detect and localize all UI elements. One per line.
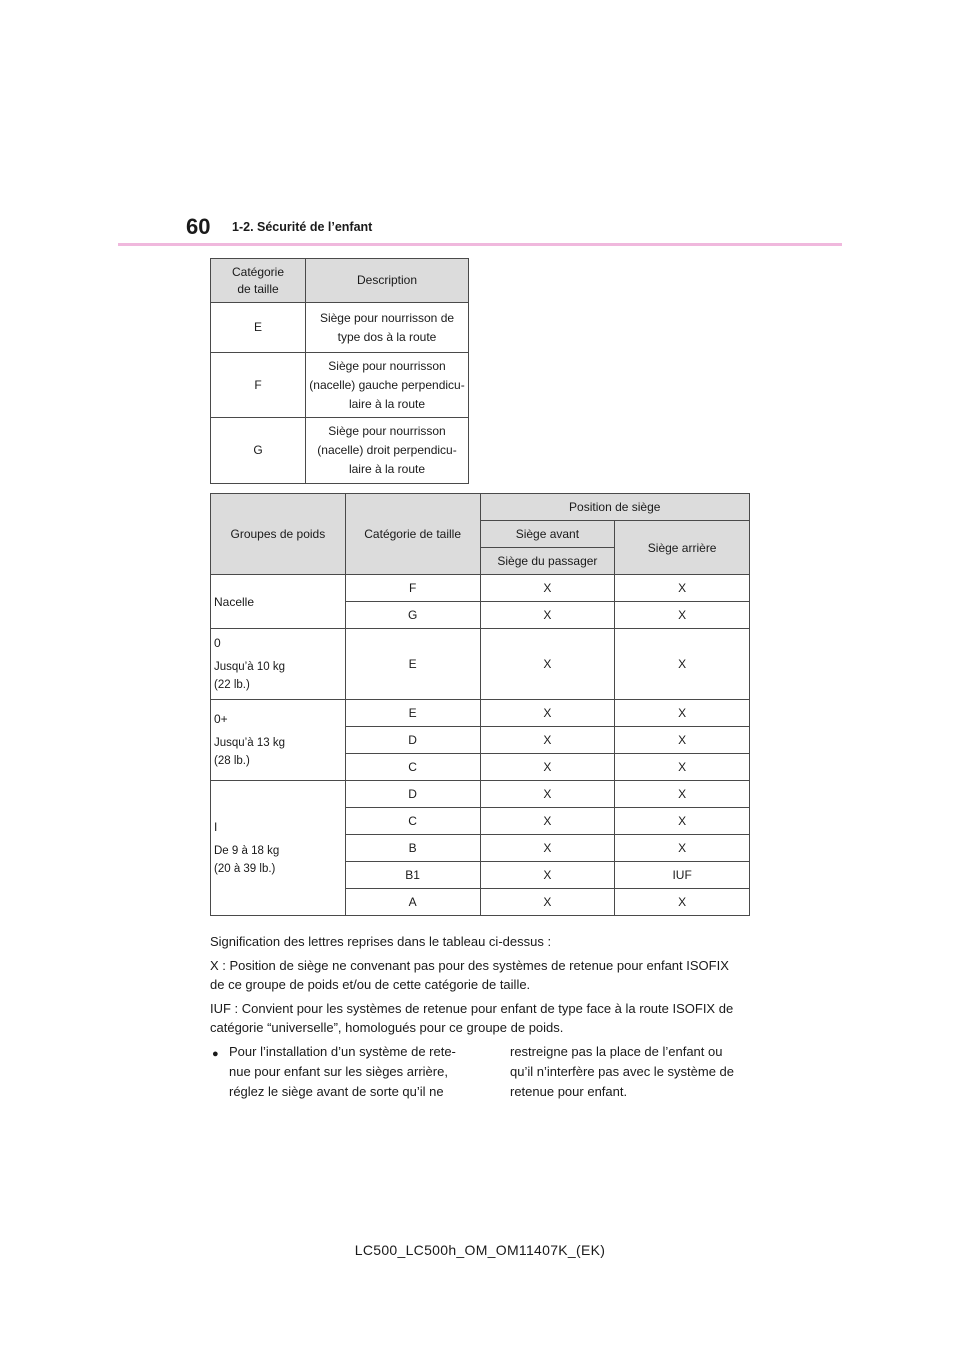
front-seat-cell: X — [480, 700, 615, 727]
front-seat-cell: X — [480, 727, 615, 754]
size-category-cell: C — [345, 808, 480, 835]
legend-iuf-line: IUF : Convient pour les systèmes de retenue pour enfant de type face à la route ISOFIX de — [210, 1001, 734, 1016]
weight-group-cell — [211, 700, 346, 781]
desc-line: Siège pour nourrisson — [328, 424, 446, 438]
document-footer: LC500_LC500h_OM_OM11407K_(EK) — [354, 1242, 606, 1258]
bullet-text-right — [510, 1042, 770, 1102]
rear-seat-cell: X — [615, 700, 750, 727]
desc-line: type dos à la route — [337, 329, 437, 344]
legend-x-line: X : Position de siège ne convenant pas pour des systèmes de retenue pour enfant ISOFIX — [210, 958, 729, 973]
size-category-cell: E — [211, 303, 306, 353]
legend-iuf — [210, 999, 755, 1037]
legend-intro: Signification des lettres reprises dans le tableau ci-dessus : — [210, 934, 552, 949]
table-row — [211, 629, 750, 700]
bullet-line: réglez le siège avant de sorte qu’il ne — [229, 1084, 444, 1099]
isofix-weight-table — [210, 493, 750, 916]
header-seat-position: Position de siège — [480, 494, 749, 521]
bullet-line: Pour l’installation d’un système de rete- — [229, 1044, 456, 1059]
rear-seat-cell: IUF — [615, 862, 750, 889]
weight-group-name: Nacelle — [214, 594, 255, 609]
front-seat-cell: X — [480, 781, 615, 808]
legend-x — [210, 956, 755, 994]
size-category-cell: E — [345, 629, 480, 700]
size-table-header-category: Catégorie de taille — [211, 259, 306, 303]
front-seat-cell: X — [480, 754, 615, 781]
desc-line: Siège pour nourrisson de — [319, 310, 455, 325]
size-table-row — [211, 303, 469, 353]
weight-group-name: 0+ — [214, 712, 228, 726]
rear-seat-cell: X — [615, 754, 750, 781]
weight-group-name: I — [214, 820, 218, 834]
front-seat-cell: X — [480, 629, 615, 700]
size-table-header-description: Description — [306, 259, 469, 303]
size-description-cell — [306, 353, 469, 418]
weight-group-cell — [211, 629, 346, 700]
weight-table-body — [211, 575, 750, 916]
table-row — [211, 781, 750, 808]
weight-group-name: 0 — [214, 636, 221, 650]
desc-line: Siège pour nourrisson — [328, 358, 446, 373]
weight-group-cell — [211, 781, 346, 916]
size-category-cell: F — [345, 575, 480, 602]
bullet-line: qu’il n’interfère pas avec le système de — [510, 1064, 735, 1079]
size-category-cell: G — [345, 602, 480, 629]
header-front-seat: Siège avant — [480, 521, 615, 548]
weight-range-line: Jusqu’à 10 kg — [214, 661, 285, 673]
desc-line: (nacelle) gauche perpendicu- — [309, 377, 465, 392]
size-category-cell: A — [345, 889, 480, 916]
weight-range-line: (22 lb.) — [214, 679, 250, 691]
legend-x-line: de ce groupe de poids et/ou de cette catégorie de taille. — [210, 977, 531, 992]
table-row — [211, 575, 750, 602]
weight-range-line: Jusqu’à 13 kg — [214, 737, 285, 749]
size-category-cell: C — [345, 754, 480, 781]
rear-seat-cell: X — [615, 727, 750, 754]
size-table-row — [211, 418, 469, 484]
bullet-line: retenue pour enfant. — [510, 1084, 628, 1099]
header-size-category: Catégorie de taille — [345, 494, 480, 575]
rear-seat-cell: X — [615, 602, 750, 629]
weight-group-cell — [211, 575, 346, 629]
size-description-cell — [306, 418, 469, 484]
desc-line: laire à la route — [348, 462, 426, 476]
bullet-icon: ● — [212, 1048, 219, 1060]
section-title: 1-2. Sécurité de l’enfant — [232, 220, 373, 234]
weight-range-line: (20 à 39 lb.) — [214, 863, 276, 875]
bullet-text-left — [229, 1042, 489, 1102]
bullet-line: nue pour enfant sur les sièges arrière, — [229, 1064, 448, 1079]
front-seat-cell: X — [480, 808, 615, 835]
rear-seat-cell: X — [615, 575, 750, 602]
front-seat-cell: X — [480, 862, 615, 889]
size-category-cell: B1 — [345, 862, 480, 889]
desc-line: laire à la route — [348, 396, 426, 411]
header-rear-seat: Siège arrière — [615, 521, 750, 575]
header-weight-group: Groupes de poids — [211, 494, 346, 575]
header-passenger-seat: Siège du passager — [480, 548, 615, 575]
size-category-cell: D — [345, 727, 480, 754]
size-category-cell: B — [345, 835, 480, 862]
rear-seat-cell: X — [615, 781, 750, 808]
front-seat-cell: X — [480, 575, 615, 602]
weight-range-line: (28 lb.) — [214, 755, 250, 767]
page-number: 60 — [186, 214, 211, 239]
rear-seat-cell: X — [615, 808, 750, 835]
rear-seat-cell: X — [615, 629, 750, 700]
size-table-row — [211, 353, 469, 418]
rear-seat-cell: X — [615, 835, 750, 862]
header-rule — [118, 243, 842, 246]
size-category-cell: D — [345, 781, 480, 808]
front-seat-cell: X — [480, 602, 615, 629]
front-seat-cell: X — [480, 835, 615, 862]
size-category-cell: F — [211, 353, 306, 418]
bullet-line: restreigne pas la place de l’enfant ou — [510, 1044, 723, 1059]
rear-seat-cell: X — [615, 889, 750, 916]
table-row — [211, 700, 750, 727]
size-category-cell: G — [211, 418, 306, 484]
desc-line: (nacelle) droit perpendicu- — [317, 443, 457, 457]
weight-range-line: De 9 à 18 kg — [214, 845, 280, 857]
size-category-table — [210, 258, 469, 484]
front-seat-cell: X — [480, 889, 615, 916]
legend-iuf-line: catégorie “universelle”, homologués pour ce groupe de poids. — [210, 1020, 564, 1035]
size-category-cell: E — [345, 700, 480, 727]
size-description-cell — [306, 303, 469, 353]
